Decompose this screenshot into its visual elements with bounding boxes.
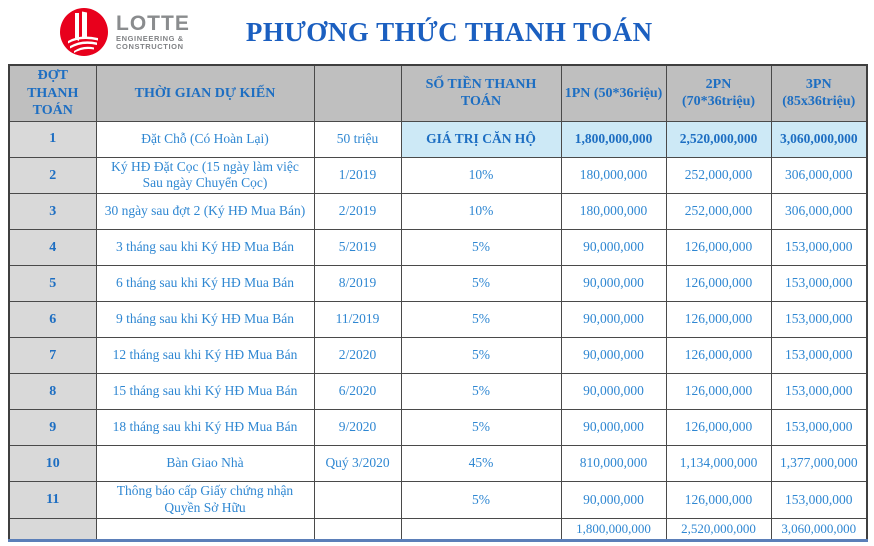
table-cell: GIÁ TRỊ CĂN HỘ — [401, 121, 561, 157]
logo-brand: LOTTE — [116, 12, 190, 36]
table-cell: 2/2020 — [314, 338, 401, 374]
table-cell — [314, 482, 401, 519]
table-cell: 252,000,000 — [666, 157, 771, 194]
table-cell: 5/2019 — [314, 230, 401, 266]
table-cell: 50 triệu — [314, 121, 401, 157]
table-cell: 6 — [9, 302, 96, 338]
table-cell: 90,000,000 — [561, 338, 666, 374]
table-cell: 3 tháng sau khi Ký HĐ Mua Bán — [96, 230, 314, 266]
table-cell: 6/2020 — [314, 374, 401, 410]
table-cell: 252,000,000 — [666, 194, 771, 230]
table-row — [9, 302, 867, 338]
table-cell: 10% — [401, 194, 561, 230]
table-cell: 1 — [9, 121, 96, 157]
table-cell: 11 — [9, 482, 96, 519]
table-cell: 15 tháng sau khi Ký HĐ Mua Bán — [96, 374, 314, 410]
table-header-row — [9, 65, 867, 121]
table-cell: 153,000,000 — [771, 374, 867, 410]
table-cell: 5% — [401, 374, 561, 410]
table-cell: 90,000,000 — [561, 302, 666, 338]
header-payment-amount: SỐ TIỀN THANH TOÁN — [401, 65, 561, 121]
table-row — [9, 194, 867, 230]
table-row — [9, 266, 867, 302]
table-cell: 153,000,000 — [771, 482, 867, 519]
table-cell: 18 tháng sau khi Ký HĐ Mua Bán — [96, 410, 314, 446]
table-cell: 7 — [9, 338, 96, 374]
table-cell — [96, 519, 314, 541]
table-cell: 2 — [9, 157, 96, 194]
table-cell: 126,000,000 — [666, 374, 771, 410]
table-row — [9, 446, 867, 482]
table-cell: 1,377,000,000 — [771, 446, 867, 482]
lotte-logo-text — [116, 13, 190, 51]
table-cell: 2,520,000,000 — [666, 121, 771, 157]
table-cell: 5% — [401, 266, 561, 302]
table-row — [9, 374, 867, 410]
table-cell: 30 ngày sau đợt 2 (Ký HĐ Mua Bán) — [96, 194, 314, 230]
table-cell: 1,134,000,000 — [666, 446, 771, 482]
table-cell — [401, 519, 561, 541]
table-row — [9, 519, 867, 541]
payment-schedule-table — [8, 64, 868, 542]
table-cell: 90,000,000 — [561, 374, 666, 410]
table-cell: 1,800,000,000 — [561, 519, 666, 541]
table-cell: 10% — [401, 157, 561, 194]
header-1pn: 1PN (50*36riệu) — [561, 65, 666, 121]
table-cell: 90,000,000 — [561, 230, 666, 266]
table-cell: 8/2019 — [314, 266, 401, 302]
logo-sub-line1: ENGINEERING & — [116, 34, 184, 44]
table-cell: 153,000,000 — [771, 302, 867, 338]
header-3pn: 3PN (85x36triệu) — [771, 65, 867, 121]
table-cell: 90,000,000 — [561, 410, 666, 446]
table-row — [9, 410, 867, 446]
table-cell: Đặt Chỗ (Có Hoàn Lại) — [96, 121, 314, 157]
table-cell: 5% — [401, 230, 561, 266]
page-title: PHƯƠNG THỨC THANH TOÁN — [245, 16, 653, 47]
table-row — [9, 230, 867, 266]
table-cell: 2/2019 — [314, 194, 401, 230]
table-cell: 9 tháng sau khi Ký HĐ Mua Bán — [96, 302, 314, 338]
table-cell: 126,000,000 — [666, 410, 771, 446]
table-row — [9, 121, 867, 157]
table-cell: 153,000,000 — [771, 410, 867, 446]
table-cell: 90,000,000 — [561, 482, 666, 519]
table-cell: 153,000,000 — [771, 230, 867, 266]
table-cell: 4 — [9, 230, 96, 266]
table-cell: 810,000,000 — [561, 446, 666, 482]
header-2pn: 2PN (70*36triệu) — [666, 65, 771, 121]
table-cell: 45% — [401, 446, 561, 482]
table-cell: Thông báo cấp Giấy chứng nhận Quyền Sở Hữu — [96, 482, 314, 519]
table-cell: 126,000,000 — [666, 302, 771, 338]
table-cell: 3,060,000,000 — [771, 121, 867, 157]
lotte-logo-icon — [60, 8, 108, 56]
lotte-logo — [60, 8, 190, 56]
table-cell: 306,000,000 — [771, 157, 867, 194]
table-cell — [314, 519, 401, 541]
table-cell: 8 — [9, 374, 96, 410]
table-cell: 3,060,000,000 — [771, 519, 867, 541]
table-cell: Bàn Giao Nhà — [96, 446, 314, 482]
table-cell: 5% — [401, 302, 561, 338]
table-cell: 5% — [401, 410, 561, 446]
table-cell: 153,000,000 — [771, 338, 867, 374]
table-cell: 153,000,000 — [771, 266, 867, 302]
table-cell: 1,800,000,000 — [561, 121, 666, 157]
table-cell: 9/2020 — [314, 410, 401, 446]
table-row — [9, 157, 867, 194]
table-header — [9, 65, 867, 121]
table-cell: 126,000,000 — [666, 230, 771, 266]
table-body — [9, 121, 867, 541]
header-date — [314, 65, 401, 121]
page-header — [0, 0, 874, 64]
table-cell: 5 — [9, 266, 96, 302]
table-cell: 126,000,000 — [666, 338, 771, 374]
table-cell: Ký HĐ Đặt Cọc (15 ngày làm việc Sau ngày Chuyển Cọc) — [96, 157, 314, 194]
table-cell: 126,000,000 — [666, 482, 771, 519]
table-cell: Quý 3/2020 — [314, 446, 401, 482]
table-row — [9, 338, 867, 374]
table-cell: 6 tháng sau khi Ký HĐ Mua Bán — [96, 266, 314, 302]
table-cell: 9 — [9, 410, 96, 446]
table-cell: 11/2019 — [314, 302, 401, 338]
table-cell: 3 — [9, 194, 96, 230]
table-cell: 12 tháng sau khi Ký HĐ Mua Bán — [96, 338, 314, 374]
table-cell: 180,000,000 — [561, 157, 666, 194]
table-cell: 90,000,000 — [561, 266, 666, 302]
table-cell: 10 — [9, 446, 96, 482]
table-cell — [9, 519, 96, 541]
table-row — [9, 482, 867, 519]
header-expected-time: THỜI GIAN DỰ KIẾN — [96, 65, 314, 121]
table-cell: 2,520,000,000 — [666, 519, 771, 541]
table-cell: 306,000,000 — [771, 194, 867, 230]
table-cell: 5% — [401, 482, 561, 519]
table-cell: 5% — [401, 338, 561, 374]
table-cell: 126,000,000 — [666, 266, 771, 302]
logo-sub-line2: CONSTRUCTION — [116, 42, 184, 52]
header-payment-phase: ĐỢT THANH TOÁN — [9, 65, 96, 121]
table-cell: 1/2019 — [314, 157, 401, 194]
table-cell: 180,000,000 — [561, 194, 666, 230]
